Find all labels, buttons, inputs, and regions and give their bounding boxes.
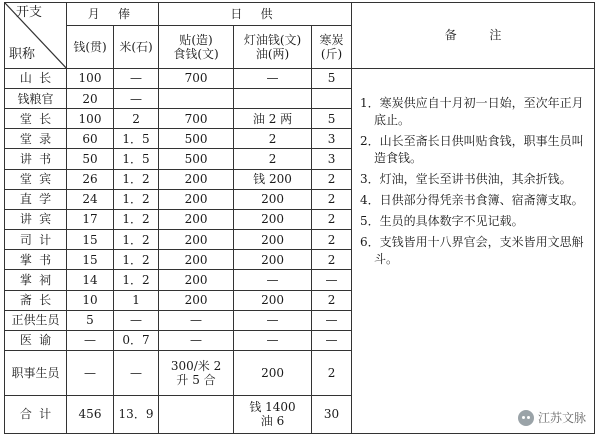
rice-cell: — bbox=[114, 88, 159, 108]
meal-money-cell: 200 bbox=[159, 230, 234, 250]
meal-money-cell: 200 bbox=[159, 290, 234, 310]
rice-cell: — bbox=[114, 310, 159, 330]
money-cell: 14 bbox=[67, 270, 114, 290]
charcoal-cell bbox=[312, 88, 352, 108]
table-row bbox=[5, 68, 595, 88]
rice-cell: 1．2 bbox=[114, 250, 159, 270]
meal-money-cell: — bbox=[159, 310, 234, 330]
money-cell: 17 bbox=[67, 209, 114, 229]
note-item: 4．日供部分得凭亲书食簿、宿斋簿支取。 bbox=[360, 192, 584, 207]
lamp-oil-cell: 200 bbox=[234, 350, 312, 395]
lamp-oil-cell: 200 bbox=[234, 230, 312, 250]
lamp-oil-cell: — bbox=[234, 330, 312, 350]
charcoal-cell: 3 bbox=[312, 129, 352, 149]
charcoal-cell: 2 bbox=[312, 169, 352, 189]
charcoal-cell: — bbox=[312, 310, 352, 330]
money-cell: 100 bbox=[67, 68, 114, 88]
rice-cell: 1．2 bbox=[114, 169, 159, 189]
role-cell: 堂录 bbox=[5, 129, 67, 149]
lamp-oil-cell: 200 bbox=[234, 290, 312, 310]
money-cell: 5 bbox=[67, 310, 114, 330]
lamp-oil-cell: 200 bbox=[234, 189, 312, 209]
role-cell: 山长 bbox=[5, 68, 67, 88]
rice-cell: 1．2 bbox=[114, 270, 159, 290]
monthly-salary-header: 月 俸 bbox=[67, 3, 159, 26]
charcoal-cell: 2 bbox=[312, 250, 352, 270]
money-cell: 15 bbox=[67, 230, 114, 250]
lamp-oil-cell: 2 bbox=[234, 149, 312, 169]
lamp-oil-cell: 200 bbox=[234, 209, 312, 229]
meal-money-cell: 700 bbox=[159, 68, 234, 88]
money-cell: 26 bbox=[67, 169, 114, 189]
meal-money-cell: 200 bbox=[159, 250, 234, 270]
role-cell: 司计 bbox=[5, 230, 67, 250]
notes-cell bbox=[352, 68, 595, 433]
money-cell: 60 bbox=[67, 129, 114, 149]
rice-cell: 1．2 bbox=[114, 209, 159, 229]
lamp-oil-cell: — bbox=[234, 270, 312, 290]
watermark bbox=[518, 409, 586, 426]
meal-money-cell: 500 bbox=[159, 149, 234, 169]
rice-cell: — bbox=[114, 350, 159, 395]
role-cell: 直学 bbox=[5, 189, 67, 209]
total-meal-money-cell bbox=[159, 395, 234, 433]
rice-cell: — bbox=[114, 68, 159, 88]
charcoal-cell: 5 bbox=[312, 109, 352, 129]
lamp-oil-cell: 2 bbox=[234, 129, 312, 149]
charcoal-cell: — bbox=[312, 330, 352, 350]
money-cell: 50 bbox=[67, 149, 114, 169]
meal-money-cell: 500 bbox=[159, 129, 234, 149]
charcoal-cell: 3 bbox=[312, 149, 352, 169]
charcoal-cell: 2 bbox=[312, 290, 352, 310]
lamp-oil-cell: 油 2 两 bbox=[234, 109, 312, 129]
total-lamp-oil-cell: 钱 1400 油 6 bbox=[234, 395, 312, 433]
lamp-oil-cell bbox=[234, 88, 312, 108]
charcoal-cell: 5 bbox=[312, 68, 352, 88]
charcoal-cell: 2 bbox=[312, 350, 352, 395]
money-cell: 20 bbox=[67, 88, 114, 108]
charcoal-cell: 2 bbox=[312, 209, 352, 229]
role-cell: 掌书 bbox=[5, 250, 67, 270]
watermark-text: 江苏文脉 bbox=[537, 411, 586, 425]
money-header: 钱(贯) bbox=[67, 26, 114, 68]
header-row-1 bbox=[5, 3, 595, 26]
corner-bottom-label: 职称 bbox=[9, 46, 36, 62]
note-item: 1．寒炭供应自十月初一日始，至次年正月底止。 bbox=[360, 95, 584, 127]
money-cell: 15 bbox=[67, 250, 114, 270]
corner-header-cell bbox=[5, 3, 67, 69]
lamp-oil-cell: — bbox=[234, 68, 312, 88]
corner-top-label: 开支 bbox=[15, 5, 42, 20]
role-cell: 掌祠 bbox=[5, 270, 67, 290]
note-item: 5．生员的具体数字不见记载。 bbox=[360, 213, 524, 228]
meal-money-cell: 700 bbox=[159, 109, 234, 129]
rice-cell: 1．2 bbox=[114, 230, 159, 250]
total-rice-cell: 13．9 bbox=[114, 395, 159, 433]
role-cell: 钱粮官 bbox=[5, 88, 67, 108]
money-cell: 100 bbox=[67, 109, 114, 129]
money-cell: — bbox=[67, 330, 114, 350]
role-cell: 讲书 bbox=[5, 149, 67, 169]
role-cell: 正供生员 bbox=[5, 310, 67, 330]
rice-cell: 1．2 bbox=[114, 189, 159, 209]
total-charcoal-cell: 30 bbox=[312, 395, 352, 433]
money-cell: — bbox=[67, 350, 114, 395]
lamp-oil-cell: 钱 200 bbox=[234, 169, 312, 189]
note-item: 6．支钱皆用十八界官会，支米皆用文思斛斗。 bbox=[360, 234, 584, 266]
meal-money-cell: — bbox=[159, 330, 234, 350]
salary-table bbox=[4, 2, 595, 434]
rice-cell: 1 bbox=[114, 290, 159, 310]
role-cell: 堂长 bbox=[5, 109, 67, 129]
charcoal-cell: — bbox=[312, 270, 352, 290]
rice-cell: 2 bbox=[114, 109, 159, 129]
rice-cell: 1．5 bbox=[114, 149, 159, 169]
charcoal-cell: 2 bbox=[312, 230, 352, 250]
rice-header: 米(石) bbox=[114, 26, 159, 68]
money-cell: 24 bbox=[67, 189, 114, 209]
meal-money-header: 贴(造) 食钱(文) bbox=[159, 26, 234, 68]
total-label-cell: 合计 bbox=[5, 395, 67, 433]
role-cell: 讲宾 bbox=[5, 209, 67, 229]
role-cell: 斋长 bbox=[5, 290, 67, 310]
meal-money-cell bbox=[159, 88, 234, 108]
meal-money-cell: 200 bbox=[159, 209, 234, 229]
lamp-oil-cell: 200 bbox=[234, 250, 312, 270]
total-money-cell: 456 bbox=[67, 395, 114, 433]
money-cell: 10 bbox=[67, 290, 114, 310]
meal-money-cell: 200 bbox=[159, 189, 234, 209]
meal-money-cell: 200 bbox=[159, 270, 234, 290]
meal-money-cell: 200 bbox=[159, 169, 234, 189]
notes-header: 备 注 bbox=[352, 3, 595, 69]
role-cell: 堂宾 bbox=[5, 169, 67, 189]
role-cell: 职事生员 bbox=[5, 350, 67, 395]
meal-money-cell: 300/米 2 升 5 合 bbox=[159, 350, 234, 395]
lamp-oil-header: 灯油钱(文) 油(两) bbox=[234, 26, 312, 68]
daily-supply-header: 日 供 bbox=[159, 3, 352, 26]
note-item: 3．灯油，堂长至讲书供油，其余折钱。 bbox=[360, 171, 572, 186]
role-cell: 医谕 bbox=[5, 330, 67, 350]
lamp-oil-cell: — bbox=[234, 310, 312, 330]
charcoal-cell: 2 bbox=[312, 189, 352, 209]
rice-cell: 1．5 bbox=[114, 129, 159, 149]
notes-list bbox=[360, 95, 590, 268]
charcoal-header: 寒炭 (斤) bbox=[312, 26, 352, 68]
document bbox=[4, 2, 594, 434]
rice-cell: 0．7 bbox=[114, 330, 159, 350]
wechat-icon bbox=[518, 410, 534, 426]
note-item: 2．山长至斋长日供叫贴食钱，职事生员叫造食钱。 bbox=[360, 133, 584, 165]
